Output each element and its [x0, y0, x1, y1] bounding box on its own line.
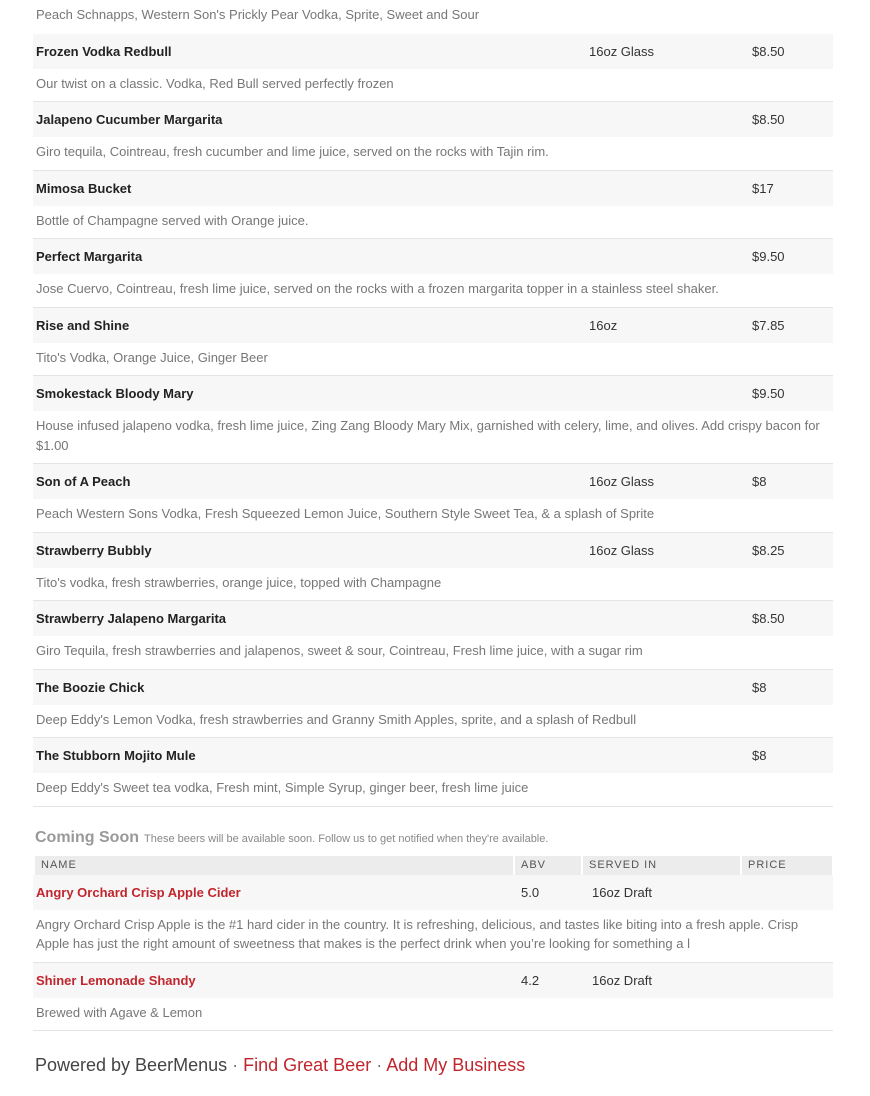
item-price: $8.25 — [752, 542, 785, 558]
item-name[interactable]: Jalapeno Cucumber Margarita — [36, 112, 223, 127]
drink-menu-list — [33, 0, 833, 807]
item-row — [33, 464, 833, 499]
beer-abv: 4.2 — [521, 972, 540, 988]
item-served-in: 16oz Glass — [589, 542, 655, 558]
list-item — [33, 463, 833, 532]
item-price: $8.50 — [752, 112, 785, 127]
item-price: $9.50 — [752, 386, 785, 401]
footer — [33, 1055, 833, 1076]
beer-served-in: 16oz Draft — [592, 972, 652, 988]
beer-abv: 5.0 — [521, 884, 540, 900]
item-description: Deep Eddy's Lemon Vodka, fresh strawberries and Granny Smith Apples, sprite, and a splash of Redbull — [36, 711, 637, 727]
list-item — [33, 669, 833, 738]
list-item — [33, 737, 833, 806]
item-price: $8.50 — [752, 611, 785, 626]
item-row — [33, 738, 833, 773]
coming-soon-title: Coming Soon — [35, 828, 139, 846]
item-row — [33, 239, 833, 274]
beer-name-link[interactable]: Shiner Lemonade Shandy — [36, 972, 196, 988]
item-description: Bottle of Champagne served with Orange juice. — [36, 212, 309, 228]
list-item — [33, 0, 833, 34]
item-price: $17 — [752, 180, 774, 196]
beer-row — [33, 875, 833, 910]
list-item — [33, 170, 833, 239]
item-price: $7.85 — [752, 317, 785, 333]
item-description: House infused jalapeno vodka, fresh lime juice, Zing Zang Bloody Mary Mix, garnished with celery, lime, and olives. Add crispy bacon for $1.00 — [36, 418, 820, 453]
column-header-price[interactable]: PRICE — [742, 856, 832, 875]
coming-soon-list — [33, 875, 833, 1032]
add-my-business-link[interactable]: Add My Business — [386, 1055, 526, 1075]
table-row — [33, 875, 833, 962]
item-description: Tito's vodka, fresh strawberries, orange juice, topped with Champagne — [36, 574, 442, 590]
beer-row — [33, 963, 833, 998]
find-great-beer-link[interactable]: Find Great Beer — [243, 1055, 372, 1075]
column-header-abv[interactable]: ABV — [515, 856, 581, 875]
item-price: $8 — [752, 679, 767, 695]
item-served-in: 16oz — [589, 317, 618, 333]
item-description: Our twist on a classic. Vodka, Red Bull served perfectly frozen — [36, 75, 394, 91]
column-header-name[interactable]: NAME — [35, 856, 513, 875]
item-description: Peach Schnapps, Western Son's Prickly Pear Vodka, Sprite, Sweet and Sour — [36, 7, 480, 22]
item-name[interactable]: Rise and Shine — [36, 317, 130, 333]
beer-description: Angry Orchard Crisp Apple is the #1 hard cider in the country. It is refreshing, delicious, and tastes like biting into a fresh apple. Crisp Apple has just the right amount of sweetness that makes is the perfect drink when you’re looking for something a l — [36, 916, 799, 951]
item-description: Jose Cuervo, Cointreau, fresh lime juice, served on the rocks with a frozen margarita topper in a stainless steel shaker. — [36, 281, 719, 296]
list-item — [33, 101, 833, 170]
item-name[interactable]: Mimosa Bucket — [36, 180, 132, 196]
item-row — [33, 601, 833, 636]
list-item — [33, 307, 833, 376]
item-row — [33, 533, 833, 568]
item-served-in: 16oz Glass — [589, 474, 655, 489]
list-item — [33, 600, 833, 669]
column-header-served[interactable]: SERVED IN — [583, 856, 740, 875]
menu-container — [33, 0, 833, 1076]
item-row — [33, 102, 833, 137]
item-row — [33, 670, 833, 705]
footer-separator: · — [232, 1055, 239, 1075]
item-name[interactable]: Frozen Vodka Redbull — [36, 43, 172, 59]
item-row — [33, 171, 833, 206]
table-row — [33, 962, 833, 1031]
item-name[interactable]: Strawberry Jalapeno Margarita — [36, 611, 227, 626]
item-price: $8 — [752, 474, 767, 489]
coming-soon-table-header — [33, 856, 833, 875]
list-item — [33, 34, 833, 102]
coming-soon-header — [33, 829, 833, 847]
item-name[interactable]: Strawberry Bubbly — [36, 542, 152, 558]
footer-separator: · — [376, 1055, 383, 1075]
item-description: Tito's Vodka, Orange Juice, Ginger Beer — [36, 349, 268, 365]
beer-served-in: 16oz Draft — [592, 884, 652, 900]
beer-description: Brewed with Agave & Lemon — [36, 1004, 203, 1020]
item-description: Giro tequila, Cointreau, fresh cucumber and lime juice, served on the rocks with Tajin rim. — [36, 144, 549, 159]
coming-soon-subtitle: These beers will be available soon. Follow us to get notified when they're available. — [143, 832, 549, 845]
list-item — [33, 375, 833, 463]
list-item — [33, 532, 833, 601]
item-name[interactable]: The Boozie Chick — [36, 679, 145, 695]
list-item — [33, 238, 833, 307]
item-row — [33, 376, 833, 411]
powered-by-text: Powered by BeerMenus — [35, 1055, 228, 1075]
item-name[interactable]: Perfect Margarita — [36, 249, 143, 264]
item-name[interactable]: Smokestack Bloody Mary — [36, 386, 194, 401]
item-price: $8.50 — [752, 43, 785, 59]
item-description: Peach Western Sons Vodka, Fresh Squeezed Lemon Juice, Southern Style Sweet Tea, & a splash of Sprite — [36, 506, 655, 521]
item-row — [33, 34, 833, 69]
item-name[interactable]: Son of A Peach — [36, 474, 131, 489]
item-name[interactable]: The Stubborn Mojito Mule — [36, 748, 196, 763]
item-served-in: 16oz Glass — [589, 43, 655, 59]
beer-name-link[interactable]: Angry Orchard Crisp Apple Cider — [36, 884, 241, 900]
item-row — [33, 308, 833, 343]
item-description: Giro Tequila, fresh strawberries and jalapenos, sweet & sour, Cointreau, Fresh lime juice, with a sugar rim — [36, 643, 643, 658]
item-price: $9.50 — [752, 249, 785, 264]
item-price: $8 — [752, 748, 767, 763]
item-description: Deep Eddy's Sweet tea vodka, Fresh mint, Simple Syrup, ginger beer, fresh lime juice — [36, 780, 529, 795]
